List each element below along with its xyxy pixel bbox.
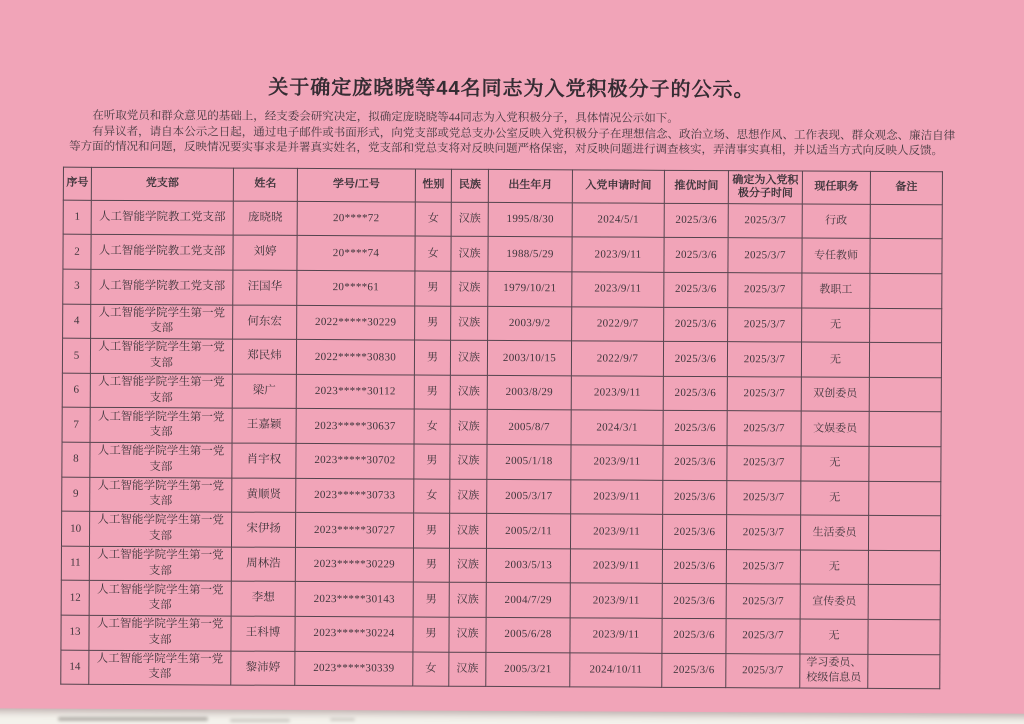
table-cell: 2023*****30702 <box>296 443 414 478</box>
column-header: 确定为入党积极分子时间 <box>728 170 802 203</box>
table-row <box>61 615 940 654</box>
table-cell: 汪国华 <box>233 270 297 305</box>
table-cell: 双创委员 <box>801 377 869 412</box>
table-row <box>61 546 940 585</box>
table-cell: 2025/3/7 <box>727 411 801 446</box>
table-cell: 男 <box>415 306 451 341</box>
table-cell <box>870 204 942 239</box>
table-row <box>63 235 942 274</box>
table-cell: 2025/3/6 <box>662 653 726 688</box>
table-row <box>62 338 941 377</box>
table-cell: 2025/3/6 <box>664 203 728 238</box>
table-cell: 男 <box>415 271 451 306</box>
table-row <box>61 650 940 689</box>
table-cell: 汉族 <box>449 548 486 583</box>
table-cell: 2023*****30112 <box>296 374 414 409</box>
table-cell: 2022/9/7 <box>572 306 664 341</box>
table-cell: 2025/3/6 <box>664 238 728 273</box>
table-cell: 女 <box>414 479 450 514</box>
table-cell: 无 <box>801 481 869 516</box>
table-cell: 1988/5/29 <box>488 237 572 272</box>
table-row <box>62 408 941 447</box>
table-cell: 黄顺贤 <box>232 478 296 513</box>
table-cell: 2025/3/7 <box>727 446 801 481</box>
column-header: 备注 <box>870 171 942 204</box>
table-cell: 学习委员、校级信息员 <box>800 654 868 689</box>
table-cell <box>869 377 941 412</box>
table-cell <box>869 446 941 481</box>
table-cell: 无 <box>802 308 870 343</box>
table-cell: 2025/3/6 <box>663 376 727 411</box>
notice-body <box>63 109 959 160</box>
table-cell: 人工智能学院教工党支部 <box>91 269 233 304</box>
table-cell: 2023*****30733 <box>296 478 414 513</box>
table-cell: 2023*****30229 <box>295 547 413 582</box>
table-cell: 2025/3/7 <box>727 480 801 515</box>
table-cell: 男 <box>413 582 449 617</box>
table-cell: 2005/3/21 <box>486 652 570 687</box>
table-cell: 人工智能学院学生第一党支部 <box>90 408 232 443</box>
table-cell: 宋伊扬 <box>231 512 295 547</box>
table-cell: 2023/9/11 <box>572 237 664 272</box>
table-cell: 11 <box>61 546 89 581</box>
column-header: 党支部 <box>91 167 233 201</box>
table-cell <box>868 585 940 620</box>
column-header: 现任职务 <box>802 171 870 204</box>
table-cell: 无 <box>801 446 869 481</box>
table-cell: 3 <box>63 269 91 304</box>
table-cell: 2022*****30830 <box>296 340 414 375</box>
table-cell: 汉族 <box>450 444 487 479</box>
table-cell: 1 <box>63 200 91 235</box>
table-cell: 宣传委员 <box>800 584 868 619</box>
table-cell: 专任教师 <box>802 238 870 273</box>
table-cell: 人工智能学院学生第一党支部 <box>89 615 231 650</box>
table-row <box>61 580 940 619</box>
table-cell: 汉族 <box>449 583 486 618</box>
column-header: 学号/工号 <box>297 168 415 202</box>
table-cell: 2005/6/28 <box>486 617 570 652</box>
table-row <box>63 200 942 239</box>
column-header: 姓名 <box>233 168 297 201</box>
scan-edge-smudge <box>230 719 290 722</box>
table-row <box>62 373 941 412</box>
table-cell: 2005/8/7 <box>487 410 571 445</box>
table-cell: 2025/3/7 <box>728 238 802 273</box>
table-cell: 2025/3/6 <box>662 584 726 619</box>
table-cell: 12 <box>61 580 89 615</box>
table-cell: 无 <box>800 550 868 585</box>
notice-paragraph-2: 有异议者，请自本公示之日起，通过电子邮件或书面形式，向党支部或党总支办公室反映入党积极分子在理想信念、政治立场、思想作风、工作表现、群众观念、廉洁自律等方面的情况和问题，反映情况要实事求是并署真实姓名，党支部和党总支将对反映问题严格保密，对反映问题进行调查核实，弄清事实真相，并以适当方式向反映人反馈。 <box>69 125 956 158</box>
table-cell: 李想 <box>231 581 295 616</box>
table-cell: 男 <box>414 375 450 410</box>
table-cell: 汉族 <box>451 271 488 306</box>
document-title: 关于确定庞晓晓等44名同志为入党积极分子的公示。 <box>268 76 755 102</box>
table-cell: 2023/9/11 <box>570 583 662 618</box>
table-cell: 2025/3/6 <box>663 445 727 480</box>
table-cell: 男 <box>413 513 449 548</box>
table-cell: 王科博 <box>231 616 295 651</box>
table-cell: 2023/9/11 <box>570 514 662 549</box>
table-cell: 人工智能学院学生第一党支部 <box>90 373 232 408</box>
table-cell: 1995/8/30 <box>488 202 572 237</box>
table-cell <box>868 550 940 585</box>
table-cell: 1979/10/21 <box>488 271 572 306</box>
table-cell: 2025/3/7 <box>726 653 800 688</box>
table-cell: 庞晓晓 <box>233 201 297 236</box>
table-cell: 9 <box>62 477 90 512</box>
table-cell: 女 <box>414 409 450 444</box>
table-cell: 2023/9/11 <box>571 479 663 514</box>
table-cell: 2 <box>63 235 91 270</box>
table-cell: 无 <box>800 619 868 654</box>
table-cell: 2004/7/29 <box>486 583 570 618</box>
table-cell: 8 <box>62 442 90 477</box>
table-cell: 人工智能学院教工党支部 <box>91 235 233 270</box>
table-cell: 女 <box>413 652 449 687</box>
table-cell: 教职工 <box>802 273 870 308</box>
scan-edge-smudge <box>58 717 208 721</box>
table-cell: 2025/3/7 <box>726 515 800 550</box>
table-cell: 梁广 <box>232 374 296 409</box>
table-cell: 汉族 <box>451 202 488 237</box>
table-cell <box>869 481 941 516</box>
table-cell: 汉族 <box>450 375 487 410</box>
table-cell: 生活委员 <box>800 515 868 550</box>
table-cell: 何东宏 <box>233 305 297 340</box>
table-cell: 2024/5/1 <box>572 203 664 238</box>
column-header: 民族 <box>451 169 488 202</box>
table-cell: 男 <box>413 548 449 583</box>
table-cell: 2025/3/7 <box>726 619 800 654</box>
table-cell <box>870 308 942 343</box>
table-cell: 2023*****30143 <box>295 582 413 617</box>
table-cell <box>868 654 940 689</box>
column-header: 序号 <box>63 167 91 200</box>
table-cell: 2003/9/2 <box>488 306 572 341</box>
table-cell: 2023/9/11 <box>571 376 663 411</box>
table-cell: 2025/3/7 <box>728 203 802 238</box>
table-cell: 女 <box>415 202 451 237</box>
table-cell: 男 <box>414 444 450 479</box>
table-cell: 2025/3/6 <box>663 411 727 446</box>
table-cell: 2023/9/11 <box>570 618 662 653</box>
table-cell: 2023/9/11 <box>571 445 663 480</box>
table-cell: 男 <box>414 340 450 375</box>
table-cell: 汉族 <box>449 652 486 687</box>
table-cell: 2003/10/15 <box>487 341 571 376</box>
table-row <box>62 477 941 516</box>
table-cell: 汉族 <box>451 306 488 341</box>
table-cell: 6 <box>62 373 90 408</box>
table-cell: 2023*****30339 <box>295 651 413 686</box>
table-cell: 2022/9/7 <box>571 341 663 376</box>
table-cell: 2024/3/1 <box>571 410 663 445</box>
table-cell: 2003/8/29 <box>487 375 571 410</box>
table-cell: 20****61 <box>297 270 415 305</box>
scan-edge-smudge <box>330 718 355 721</box>
table-cell: 汉族 <box>450 340 487 375</box>
candidates-table <box>60 166 943 689</box>
table-cell: 7 <box>62 408 90 443</box>
table-row <box>63 304 942 343</box>
table-cell: 刘婷 <box>233 235 297 270</box>
table-cell: 13 <box>61 615 89 650</box>
table-cell: 王嘉颖 <box>232 408 296 443</box>
table-cell: 女 <box>415 236 451 271</box>
table-cell: 2023/9/11 <box>570 549 662 584</box>
table-cell: 文娱委员 <box>801 411 869 446</box>
table-cell <box>870 239 942 274</box>
table-row <box>61 511 940 550</box>
table-cell: 人工智能学院学生第一党支部 <box>91 304 233 339</box>
table-cell: 2025/3/7 <box>726 584 800 619</box>
table-cell: 2025/3/7 <box>726 549 800 584</box>
table-cell: 2023*****30224 <box>295 616 413 651</box>
table-cell: 2025/3/6 <box>663 341 727 376</box>
table-cell: 4 <box>63 304 91 339</box>
table-cell: 汉族 <box>450 410 487 445</box>
table-cell: 2025/3/6 <box>664 272 728 307</box>
table-cell: 2025/3/6 <box>663 480 727 515</box>
table-row <box>63 269 942 308</box>
table-cell: 汉族 <box>449 513 486 548</box>
table-cell: 行政 <box>802 204 870 239</box>
table-cell: 2023*****30727 <box>295 513 413 548</box>
table-cell: 汉族 <box>450 479 487 514</box>
table-cell: 男 <box>413 617 449 652</box>
table-cell: 周林浩 <box>231 547 295 582</box>
table-cell: 人工智能学院学生第一党支部 <box>89 511 231 546</box>
table-cell: 20****74 <box>297 236 415 271</box>
table-row <box>62 442 941 481</box>
table-cell: 20****72 <box>297 201 415 236</box>
table-cell: 2005/3/17 <box>487 479 571 514</box>
table-cell: 2024/10/11 <box>570 652 662 687</box>
table-cell: 肖宇权 <box>232 443 296 478</box>
table-cell: 2005/2/11 <box>486 514 570 549</box>
table-cell: 人工智能学院学生第一党支部 <box>90 442 232 477</box>
table-cell: 2005/1/18 <box>487 444 571 479</box>
table-cell: 人工智能学院学生第一党支部 <box>89 581 231 616</box>
table-cell: 人工智能学院学生第一党支部 <box>89 546 231 581</box>
table-cell <box>868 619 940 654</box>
table-header-row <box>63 167 942 205</box>
table-cell: 14 <box>61 650 89 685</box>
notice-paragraph-1: 在听取党员和群众意见的基础上，经支委会研究决定，拟确定庞晓晓等44同志为入党积极分子，具体情况公示如下。 <box>92 109 679 125</box>
table-cell: 2022*****30229 <box>297 305 415 340</box>
column-header: 性别 <box>415 169 451 202</box>
table-cell: 2025/3/6 <box>664 307 728 342</box>
table-cell: 2025/3/6 <box>662 549 726 584</box>
table-cell: 人工智能学院学生第一党支部 <box>90 477 232 512</box>
table-cell: 黎沛婷 <box>231 651 295 686</box>
table-cell: 人工智能学院学生第一党支部 <box>90 338 232 373</box>
table-cell: 汉族 <box>449 617 486 652</box>
column-header: 出生年月 <box>488 169 572 202</box>
table-cell <box>869 412 941 447</box>
table-cell: 2025/3/7 <box>727 342 801 377</box>
table-cell <box>869 343 941 378</box>
table-cell: 10 <box>61 511 89 546</box>
column-header: 入党申请时间 <box>572 170 664 203</box>
table-cell: 2023/9/11 <box>572 272 664 307</box>
table-cell: 2023*****30637 <box>296 409 414 444</box>
table-cell: 2003/5/13 <box>486 548 570 583</box>
table-cell: 2025/3/7 <box>728 273 802 308</box>
table-body <box>61 200 943 689</box>
column-header: 推优时间 <box>664 170 728 203</box>
table-cell <box>870 273 942 308</box>
table-cell: 无 <box>801 342 869 377</box>
table-header-row <box>63 167 942 205</box>
table-cell: 2025/3/7 <box>728 307 802 342</box>
table-cell: 2025/3/6 <box>662 618 726 653</box>
table-cell <box>868 516 940 551</box>
table-cell: 汉族 <box>451 237 488 272</box>
table-cell: 郑民炜 <box>232 339 296 374</box>
table-cell: 5 <box>62 338 90 373</box>
table-cell: 2025/3/6 <box>662 514 726 549</box>
table-cell: 人工智能学院教工党支部 <box>91 200 233 235</box>
table-cell: 人工智能学院学生第一党支部 <box>89 650 231 685</box>
table-cell: 2025/3/7 <box>727 376 801 411</box>
